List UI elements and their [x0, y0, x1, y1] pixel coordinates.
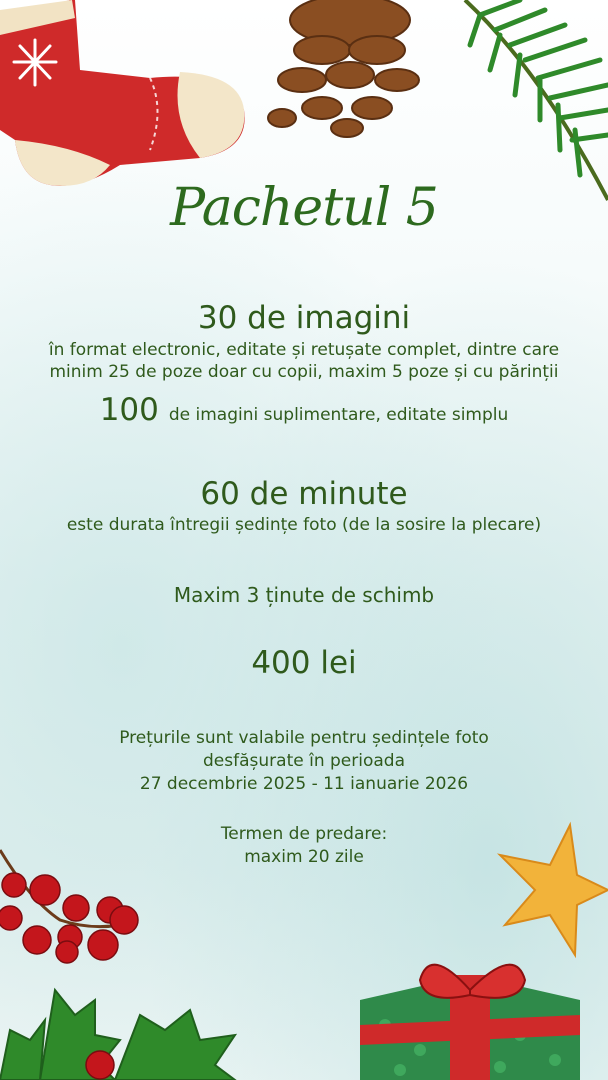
validity-line-2: desfășurate în perioada — [203, 751, 405, 771]
images-detail-2: minim 25 de poze doar cu copii, maxim 5 poze și cu părinții — [49, 362, 559, 382]
price: 400 lei — [251, 645, 357, 681]
extra-images-text: de imagini suplimentare, editate simplu — [168, 405, 509, 425]
delivery-value: maxim 20 zile — [244, 847, 364, 867]
validity-line-3: 27 decembrie 2025 - 11 ianuarie 2026 — [139, 774, 469, 794]
page-title: Pachetul 5 — [170, 178, 438, 238]
delivery-label: Termen de predare: — [220, 824, 388, 844]
validity-line-1: Prețurile sunt valabile pentru ședințele foto — [119, 728, 489, 748]
images-detail-1: în format electronic, editate și retușate complet, dintre care — [48, 340, 560, 360]
extra-images-count: 100 — [99, 392, 159, 428]
extra-images-line — [0, 392, 608, 428]
outfits-text: Maxim 3 ținute de schimb — [173, 583, 435, 607]
duration-headline: 60 de minute — [200, 476, 408, 512]
images-headline: 30 de imagini — [197, 300, 411, 336]
duration-detail: este durata întregii ședințe foto (de la sosire la plecare) — [66, 515, 542, 535]
